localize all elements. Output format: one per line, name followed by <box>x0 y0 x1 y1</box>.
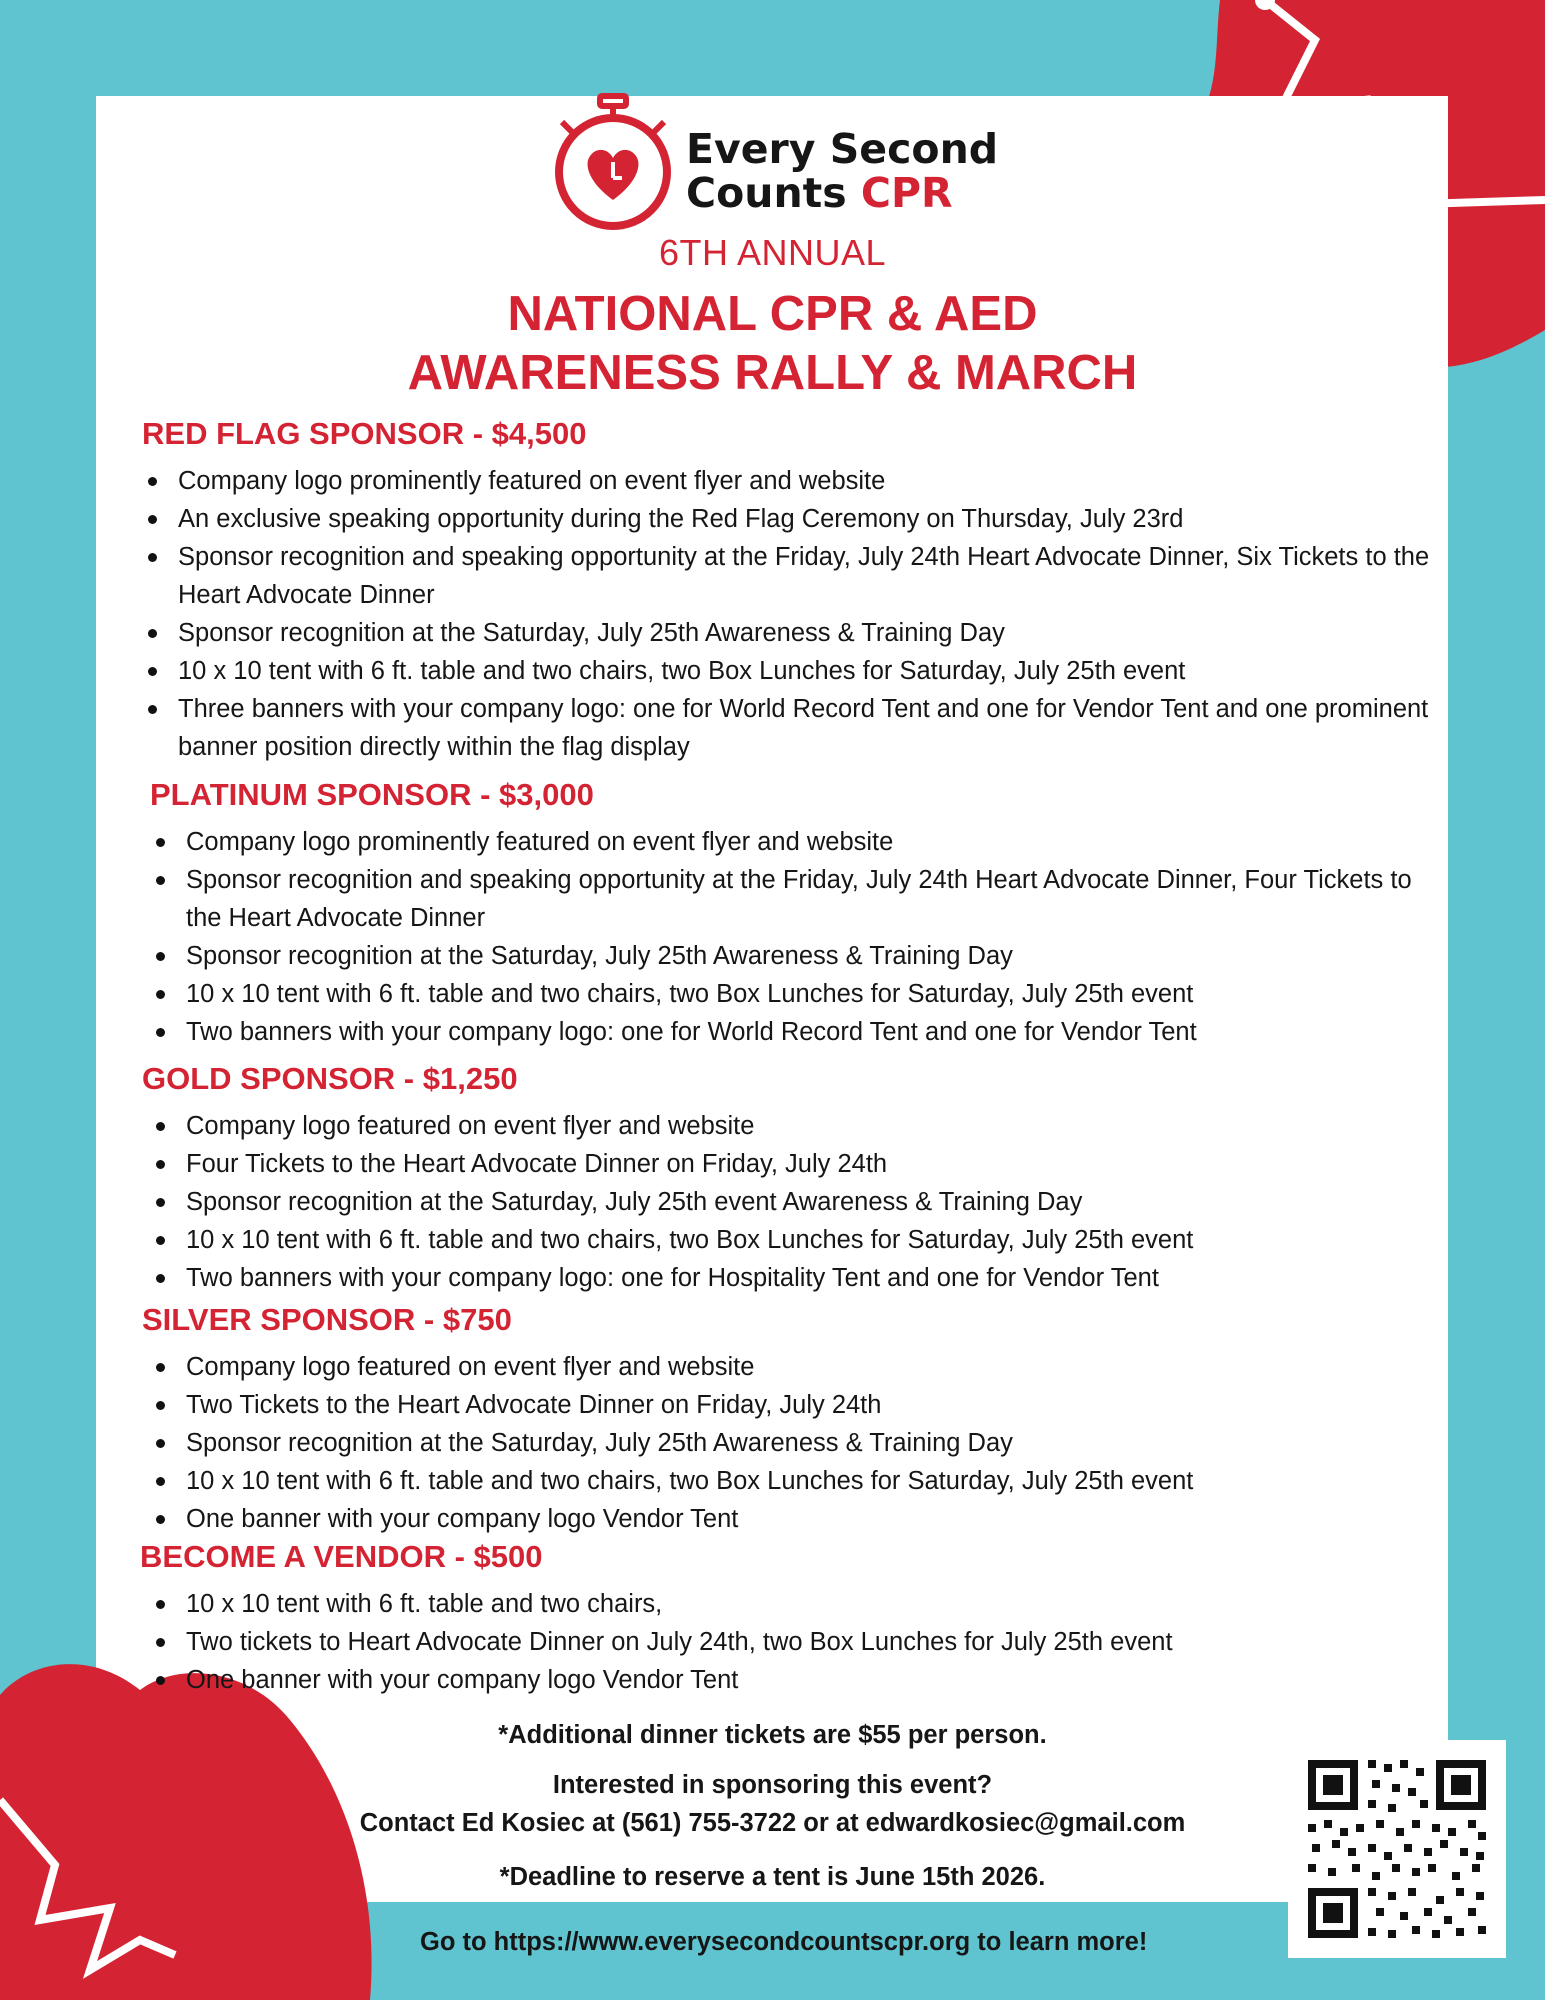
list-item: 10 x 10 tent with 6 ft. table and two chairs, two Box Lunches for Saturday, July 25th event <box>150 1462 1432 1500</box>
list-item: Two Tickets to the Heart Advocate Dinner on Friday, July 24th <box>150 1386 1432 1424</box>
list-item: 10 x 10 tent with 6 ft. table and two chairs, two Box Lunches for Saturday, July 25th event <box>150 1221 1432 1259</box>
event-edition: 6TH ANNUAL <box>658 232 887 273</box>
list-item: Two banners with your company logo: one for Hospitality Tent and one for Vendor Tent <box>150 1259 1432 1297</box>
tier-title: SILVER SPONSOR - $750 <box>142 1302 512 1337</box>
list-item: Sponsor recognition at the Saturday, July 25th Awareness & Training Day <box>150 1424 1432 1462</box>
tier-title: GOLD SPONSOR - $1,250 <box>142 1061 518 1096</box>
sponsor-tier-gold <box>142 1059 1432 1297</box>
list-item: Company logo prominently featured on event flyer and website <box>150 823 1440 861</box>
list-item: Sponsor recognition at the Saturday, July 25th Awareness & Training Day <box>150 937 1440 975</box>
dinner-ticket-note: *Additional dinner tickets are $55 per person. <box>498 1721 1047 1749</box>
tier-title: PLATINUM SPONSOR - $3,000 <box>150 777 594 812</box>
sponsor-tier-red-flag <box>142 414 1432 766</box>
sponsor-interest-text: Interested in sponsoring this event? <box>552 1771 993 1799</box>
tier-title: RED FLAG SPONSOR - $4,500 <box>142 416 587 451</box>
list-item: One banner with your company logo Vendor Tent <box>150 1661 1430 1699</box>
contact-info: Contact Ed Kosiec at (561) 755-3722 or at edwardkosiec@gmail.com <box>359 1809 1186 1837</box>
vendor-tier <box>140 1537 1430 1699</box>
sponsor-tier-silver <box>142 1300 1432 1538</box>
list-item: 10 x 10 tent with 6 ft. table and two chairs, two Box Lunches for Saturday, July 25th event <box>150 975 1440 1013</box>
list-item: Sponsor recognition and speaking opportunity at the Friday, July 24th Heart Advocate Dinner, Six Tickets to the Heart Advocate Dinner <box>142 538 1432 614</box>
list-item: Company logo featured on event flyer and website <box>150 1107 1432 1145</box>
list-item: Two banners with your company logo: one for World Record Tent and one for Vendor Tent <box>150 1013 1440 1051</box>
list-item: 10 x 10 tent with 6 ft. table and two chairs, two Box Lunches for Saturday, July 25th event <box>142 652 1432 690</box>
qr-code-icon <box>1288 1740 1506 1958</box>
list-item: Three banners with your company logo: one for World Record Tent and one for Vendor Tent and one prominent banner position directly within the flag display <box>142 690 1432 766</box>
list-item: 10 x 10 tent with 6 ft. table and two chairs, <box>150 1585 1430 1623</box>
deadline-note: *Deadline to reserve a tent is June 15th 2026. <box>499 1863 1046 1891</box>
logo-text-line2: Counts CPR <box>686 169 953 217</box>
list-item: An exclusive speaking opportunity during the Red Flag Ceremony on Thursday, July 23rd <box>142 500 1432 538</box>
event-title-line1: NATIONAL CPR & AED <box>507 287 1038 341</box>
list-item: Two tickets to Heart Advocate Dinner on July 24th, two Box Lunches for July 25th event <box>150 1623 1430 1661</box>
list-item: Company logo featured on event flyer and website <box>150 1348 1432 1386</box>
list-item: Sponsor recognition at the Saturday, July 25th Awareness & Training Day <box>142 614 1432 652</box>
event-title-line2: AWARENESS RALLY & MARCH <box>407 346 1138 400</box>
tier-title: BECOME A VENDOR - $500 <box>140 1539 543 1574</box>
organization-logo <box>548 92 1008 232</box>
list-item: Sponsor recognition at the Saturday, July 25th event Awareness & Training Day <box>150 1183 1432 1221</box>
list-item: Four Tickets to the Heart Advocate Dinner on Friday, July 24th <box>150 1145 1432 1183</box>
list-item: Sponsor recognition and speaking opportunity at the Friday, July 24th Heart Advocate Dinner, Four Tickets to the Heart Advocate Dinner <box>150 861 1440 937</box>
list-item: Company logo prominently featured on event flyer and website <box>142 462 1432 500</box>
stopwatch-heart-icon <box>548 92 678 232</box>
list-item: One banner with your company logo Vendor Tent <box>150 1500 1432 1538</box>
logo-text-line1: Every Second <box>686 125 999 173</box>
sponsor-tier-platinum <box>150 775 1440 1051</box>
website-cta[interactable]: Go to https://www.everysecondcountscpr.org to learn more! <box>420 1928 1148 1956</box>
qr-code[interactable] <box>1288 1740 1506 1958</box>
